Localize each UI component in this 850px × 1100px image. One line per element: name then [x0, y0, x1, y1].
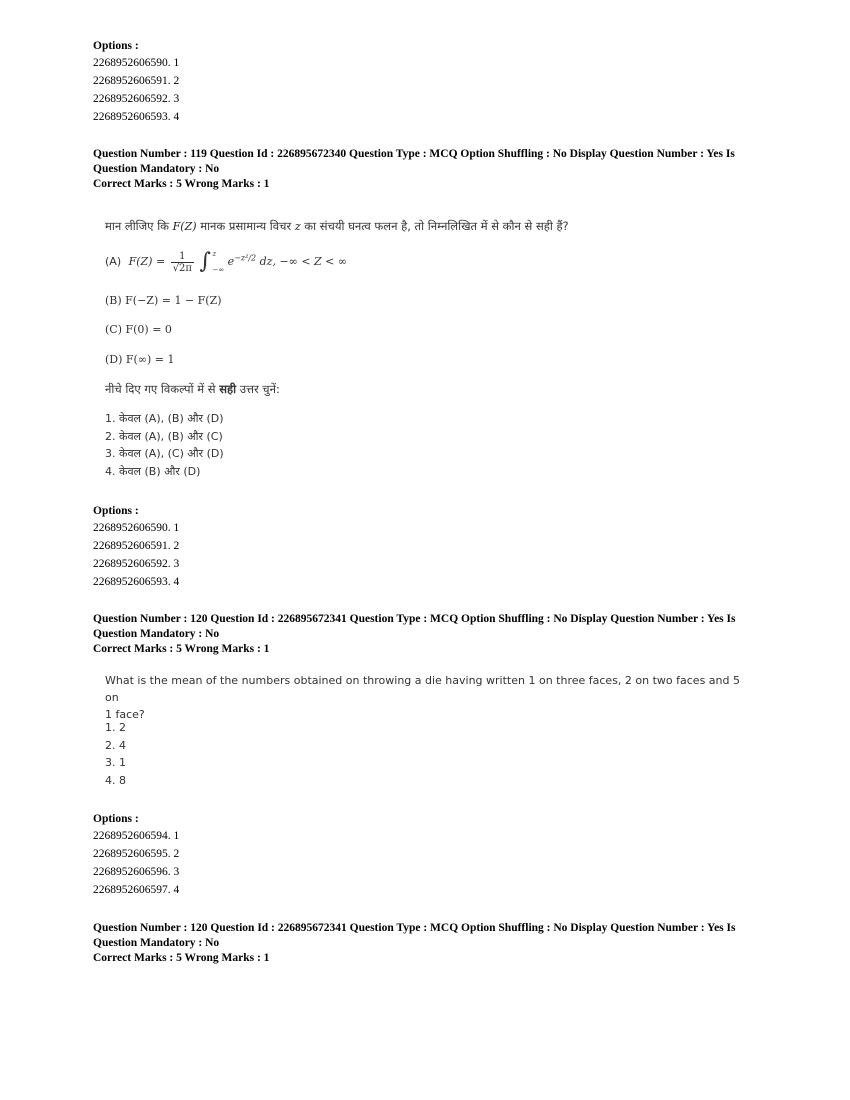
option-line: 2268952606591. 2: [93, 75, 180, 87]
choice-item: 4. केवल (B) और (D): [105, 464, 201, 478]
option-line: 2268952606597. 4: [93, 884, 180, 896]
question-119-header: [93, 147, 773, 192]
options-heading: Options :: [93, 813, 139, 825]
question-120-stem: What is the mean of the numbers obtained on throwing a die having written 1 on three faces, 2 on two faces and 5 on 1 face?: [105, 674, 740, 721]
question-120-options: [93, 811, 773, 899]
options-heading: Options :: [93, 505, 139, 517]
question-marks-line: Correct Marks : 5 Wrong Marks : 1: [93, 952, 270, 964]
choice-item: 3. 1: [105, 756, 126, 769]
option-line: 2268952606594. 1: [93, 830, 180, 842]
choice-item: 1. केवल (A), (B) और (D): [105, 412, 224, 425]
question-119-choices: [105, 410, 745, 480]
statement-b: (B) F(−Z) = 1 − F(Z): [105, 294, 222, 307]
choice-item: 2. 4: [105, 738, 126, 752]
question-119-instruction: नीचे दिए गए विकल्पों में से सही उत्तर चुनें:: [105, 382, 280, 396]
options-heading: Options :: [93, 40, 139, 52]
choice-item: 1. 2: [105, 721, 126, 734]
statement-a: (A) F(Z) = $\frac{1}{√2\pi}$ ∫ z −∞ $e^{-z^2/2}$ dz, −∞ < Z < ∞: [105, 246, 347, 278]
option-line: 2268952606593. 4: [93, 111, 180, 123]
question-mandatory-line: Question Mandatory : No: [93, 163, 220, 175]
option-line: 2268952606590. 1: [93, 57, 180, 69]
statement-c: (C) F(0) = 0: [105, 323, 172, 336]
integral-sign: ∫: [199, 248, 211, 274]
choice-item: 2. केवल (A), (B) और (C): [105, 429, 223, 443]
question-meta-line: Question Number : 119 Question Id : 226895672340 Question Type : MCQ Option Shuffling : No Display Question Number : Yes Is: [93, 148, 735, 160]
question-marks-line: Correct Marks : 5 Wrong Marks : 1: [93, 643, 270, 655]
top-options-block: [93, 38, 773, 126]
question-120-header-repeat: [93, 921, 773, 966]
option-line: 2268952606591. 2: [93, 540, 180, 552]
option-line: 2268952606592. 3: [93, 93, 180, 105]
question-119-stem: मान लीजिए कि F(Z) मानक प्रसामान्य विचर z का संचयी घनत्व फलन है, तो निम्नलिखित में से कौन से सही हैं?: [105, 219, 569, 233]
question-120-choices: [105, 719, 745, 789]
question-119-options: [93, 503, 773, 591]
question-120-header: [93, 612, 773, 657]
option-line: 2268952606592. 3: [93, 558, 180, 570]
question-meta-line: Question Number : 120 Question Id : 226895672341 Question Type : MCQ Option Shuffling : No Display Question Number : Yes Is: [93, 613, 736, 625]
option-line: 2268952606590. 1: [93, 522, 180, 534]
option-line: 2268952606596. 3: [93, 866, 180, 878]
fraction: $\frac{1}{√2\pi}$: [172, 250, 192, 274]
option-line: 2268952606593. 4: [93, 576, 180, 588]
question-mandatory-line: Question Mandatory : No: [93, 628, 220, 640]
question-mandatory-line: Question Mandatory : No: [93, 937, 220, 949]
question-marks-line: Correct Marks : 5 Wrong Marks : 1: [93, 178, 270, 190]
choice-item: 4. 8: [105, 773, 126, 787]
integral-limits: z −∞: [212, 250, 225, 274]
question-meta-line: Question Number : 120 Question Id : 226895672341 Question Type : MCQ Option Shuffling : No Display Question Number : Yes Is: [93, 922, 736, 934]
choice-item: 3. केवल (A), (C) और (D): [105, 447, 224, 460]
statement-d: (D) F(∞) = 1: [105, 353, 175, 366]
option-line: 2268952606595. 2: [93, 848, 180, 860]
